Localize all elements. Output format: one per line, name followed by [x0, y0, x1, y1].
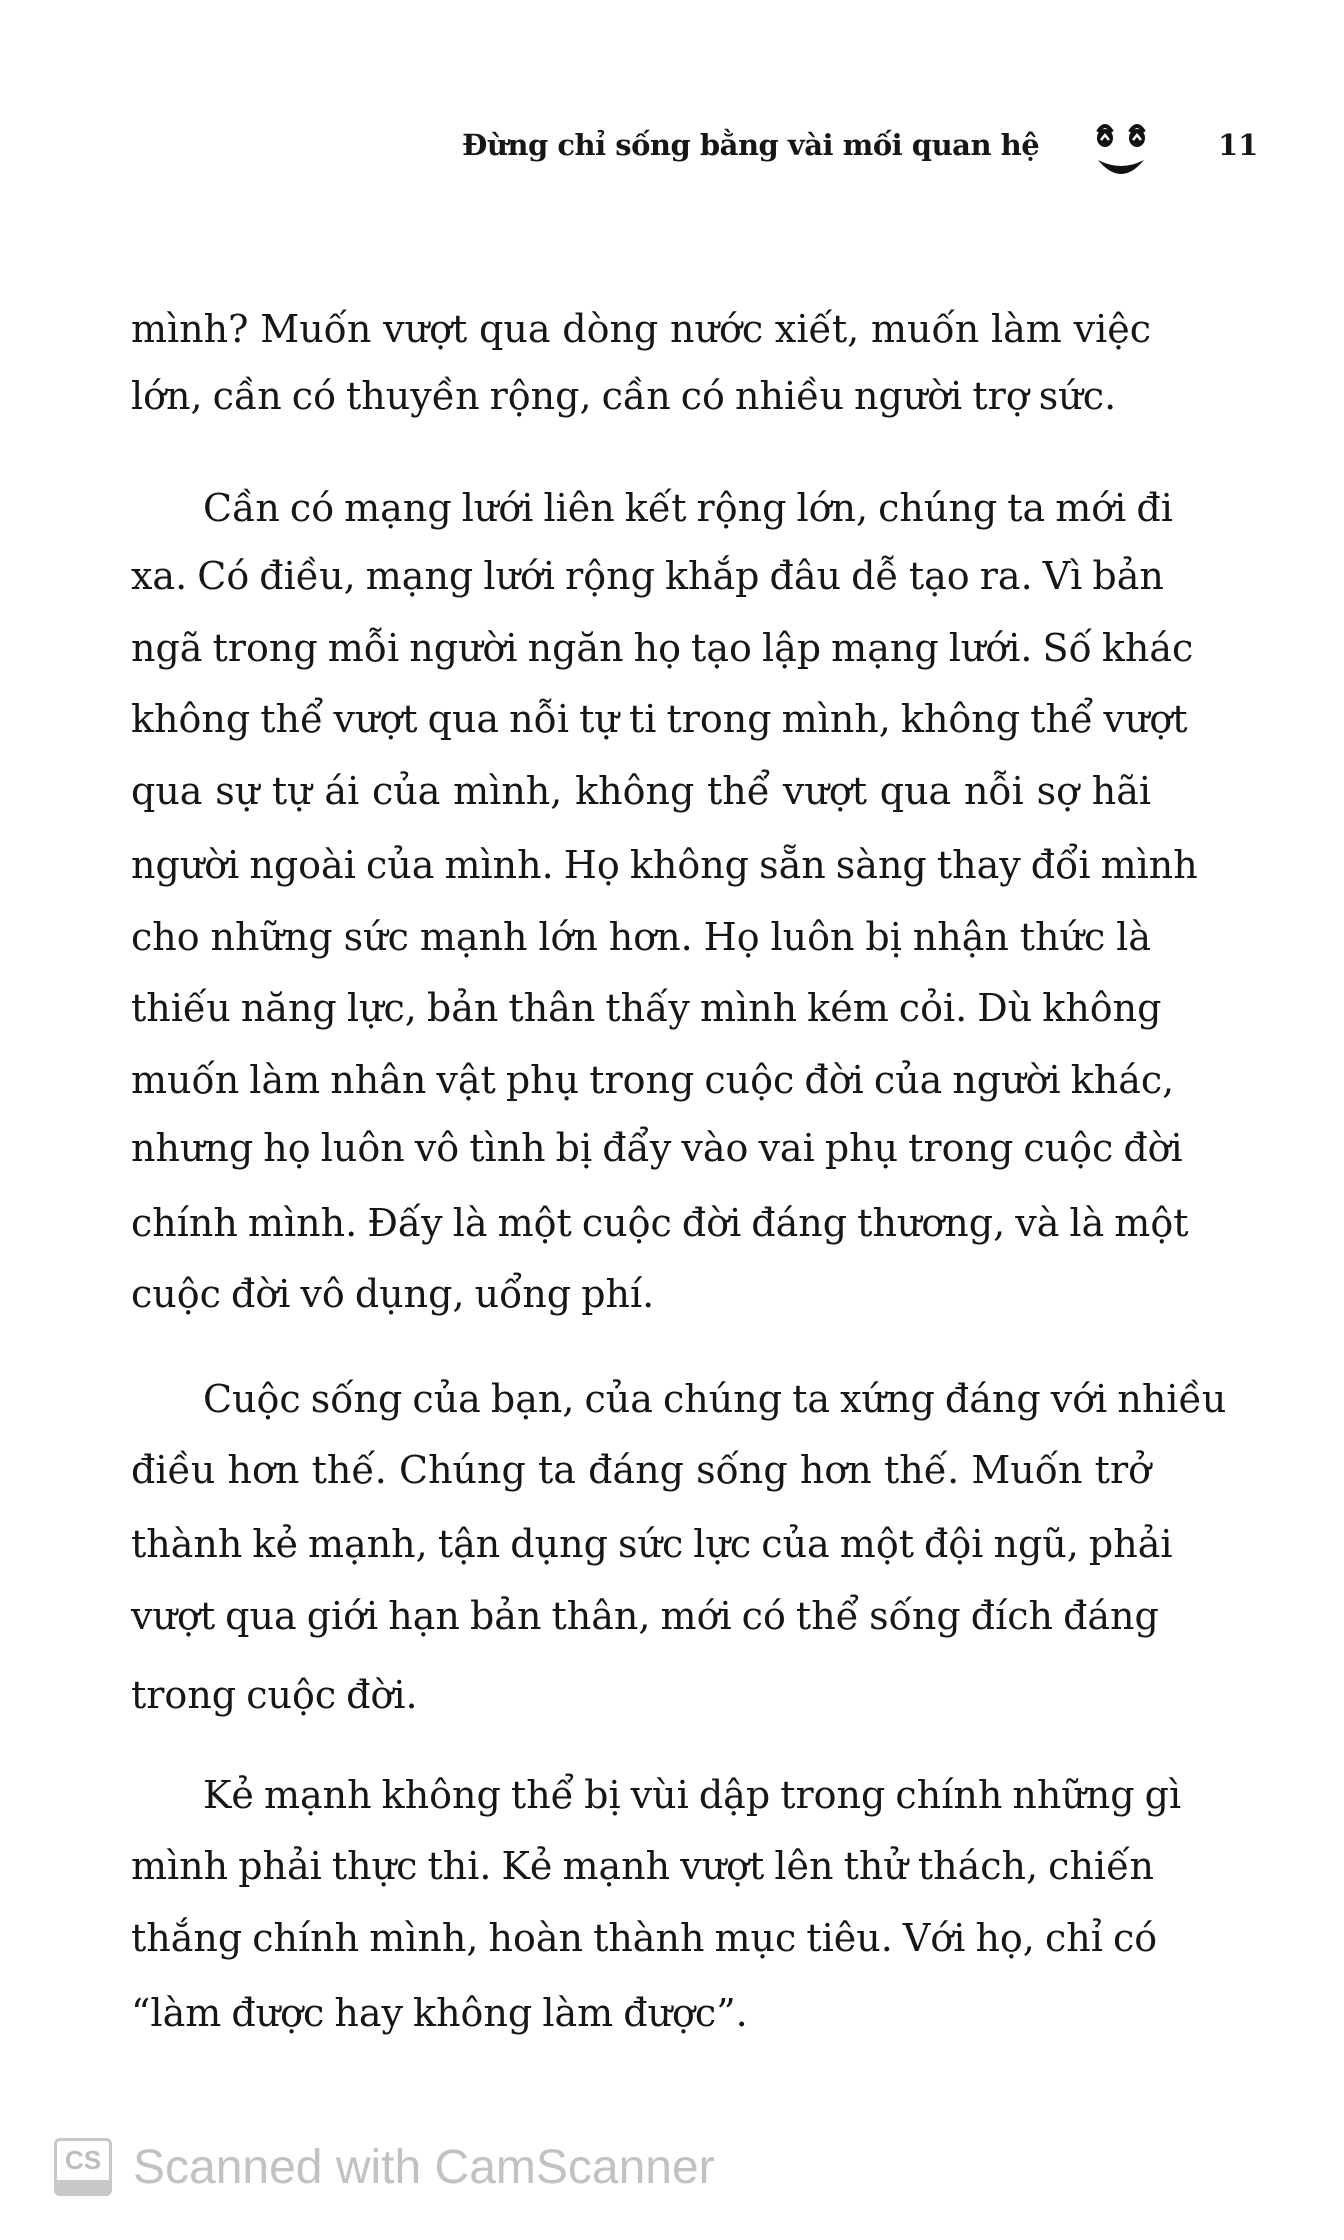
running-title: Đừng chỉ sống bằng vài mối quan hệ — [462, 128, 1040, 162]
text-line: Kẻ mạnh không thể bị vùi dập trong chính những gì — [203, 1773, 1182, 1817]
text-line: qua sự tự ái của mình, không thể vượt qua nỗi sợ hãi — [131, 769, 1151, 813]
text-line: Cần có mạng lưới liên kết rộng lớn, chúng ta mới đi — [203, 486, 1173, 530]
text-line: ngã trong mỗi người ngăn họ tạo lập mạng lưới. Số khác — [131, 626, 1194, 670]
text-line: xa. Có điều, mạng lưới rộng khắp đâu dễ tạo ra. Vì bản — [131, 554, 1164, 598]
text-line: vượt qua giới hạn bản thân, mới có thể sống đích đáng — [131, 1594, 1159, 1638]
text-line: “làm được hay không làm được”. — [131, 1991, 748, 2035]
text-line: thành kẻ mạnh, tận dụng sức lực của một đội ngũ, phải — [131, 1522, 1173, 1566]
camscanner-logo-text: CS — [64, 2145, 102, 2175]
text-line: thắng chính mình, hoàn thành mục tiêu. Với họ, chỉ có — [131, 1916, 1158, 1960]
text-line: cho những sức mạnh lớn hơn. Họ luôn bị nhận thức là — [131, 915, 1151, 959]
text-line: Cuộc sống của bạn, của chúng ta xứng đáng với nhiều — [203, 1377, 1227, 1421]
camscanner-logo — [54, 2138, 112, 2196]
text-line: thiếu năng lực, bản thân thấy mình kém cỏi. Dù không — [131, 986, 1162, 1030]
text-line: mình? Muốn vượt qua dòng nước xiết, muốn làm việc — [131, 307, 1151, 351]
smiley-face-icon — [1092, 116, 1150, 186]
text-line: nhưng họ luôn vô tình bị đẩy vào vai phụ trong cuộc đời — [131, 1126, 1183, 1170]
text-line: chính mình. Đấy là một cuộc đời đáng thương, và là một — [131, 1201, 1189, 1245]
text-line: người ngoài của mình. Họ không sẵn sàng thay đổi mình — [131, 843, 1198, 887]
page-number: 11 — [1218, 128, 1259, 162]
camscanner-watermark: Scanned with CamScanner — [133, 2141, 715, 2194]
text-line: lớn, cần có thuyền rộng, cần có nhiều người trợ sức. — [131, 374, 1117, 418]
text-line: trong cuộc đời. — [131, 1673, 418, 1717]
text-line: mình phải thực thi. Kẻ mạnh vượt lên thử thách, chiến — [131, 1844, 1154, 1888]
text-line: điều hơn thế. Chúng ta đáng sống hơn thế. Muốn trở — [131, 1448, 1151, 1492]
text-line: muốn làm nhân vật phụ trong cuộc đời của người khác, — [131, 1058, 1175, 1102]
text-line: không thể vượt qua nỗi tự ti trong mình, không thể vượt — [131, 697, 1188, 741]
text-line: cuộc đời vô dụng, uổng phí. — [131, 1272, 655, 1316]
